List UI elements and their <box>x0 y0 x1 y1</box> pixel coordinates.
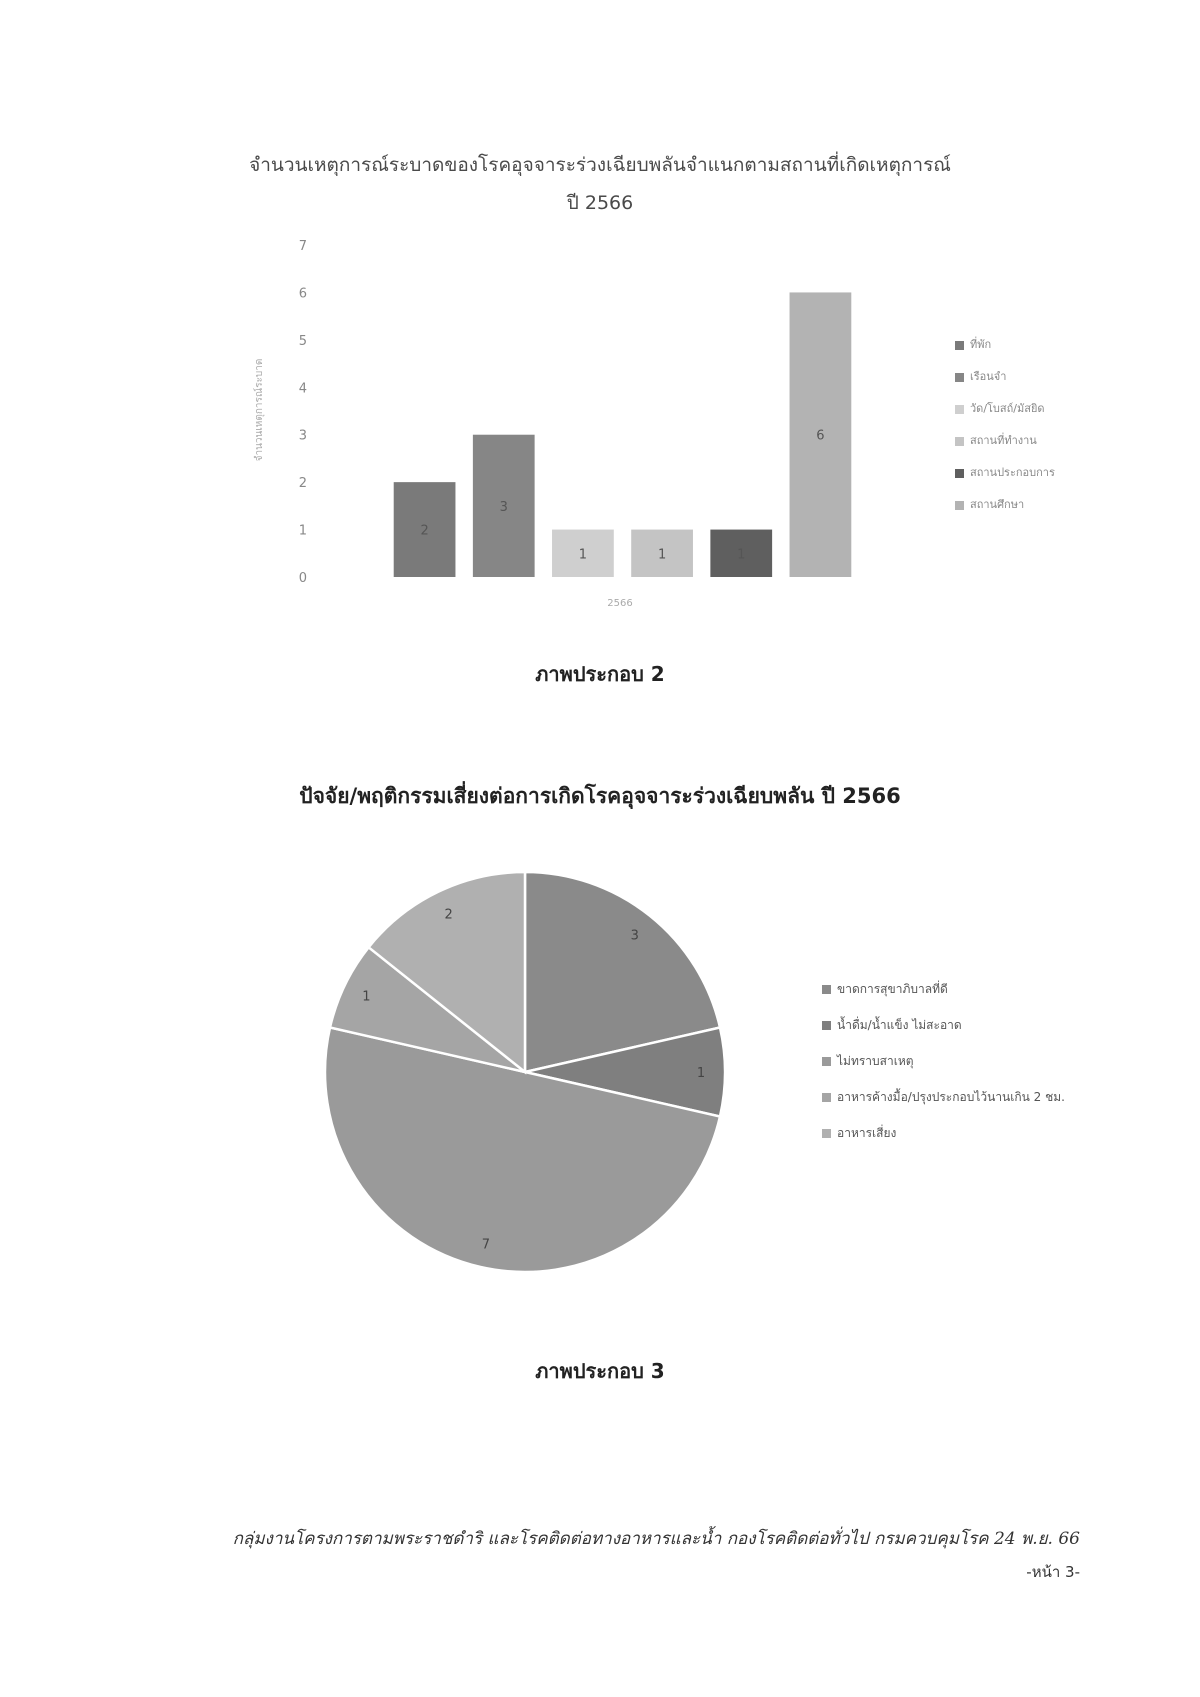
figure-2-caption: ภาพประกอบ 2 <box>535 662 665 686</box>
legend-swatch <box>955 341 964 350</box>
pie-legend-label: ขาดการสุขาภิบาลที่ดี <box>837 982 948 996</box>
pie-legend-item <box>822 1124 896 1143</box>
pie-data-label: 7 <box>481 1237 490 1253</box>
pie-chart <box>0 840 1200 1300</box>
legend-swatch <box>955 437 964 446</box>
bar-y-tick-label: 4 <box>298 381 307 397</box>
pie-legend-label: อาหารค้างมื้อ/ปรุงประกอบไว้นานเกิน 2 ชม. <box>837 1090 1065 1104</box>
bar-y-tick-label: 7 <box>298 239 307 254</box>
bar-legend-label: สถานศึกษา <box>970 498 1025 511</box>
bar-data-label: 6 <box>816 428 825 444</box>
pie-legend-label: อาหารเสี่ยง <box>837 1126 897 1140</box>
pie-legend-label: น้ำดื่ม/น้ำแข็ง ไม่สะอาด <box>837 1018 962 1032</box>
bar-legend-label: วัด/โบสถ์/มัสยิด <box>970 402 1045 415</box>
bar-legend-item <box>955 335 991 353</box>
bar-legend-label: เรือนจำ <box>970 370 1007 383</box>
pie-legend-item <box>822 1052 914 1071</box>
legend-swatch <box>822 985 831 994</box>
bar-legend-item <box>955 463 1055 481</box>
pie-data-label: 2 <box>444 907 453 923</box>
bar-data-label: 2 <box>420 523 429 539</box>
bar-chart-title: จำนวนเหตุการณ์ระบาดของโรคอุจจาระร่วงเฉียบพลันจำแนกตามสถานที่เกิดเหตุการณ์ <box>249 154 951 176</box>
legend-swatch <box>822 1093 831 1102</box>
bar-y-tick-label: 0 <box>298 571 307 586</box>
bar-y-tick-label: 2 <box>298 476 307 492</box>
legend-swatch <box>822 1021 831 1030</box>
bar-data-label: 1 <box>737 547 746 563</box>
bar-y-tick-label: 5 <box>298 333 307 349</box>
pie-data-label: 1 <box>696 1066 706 1081</box>
bar-data-label: 3 <box>499 499 508 515</box>
bar-legend-item <box>955 367 1006 385</box>
bar-legend-item <box>955 431 1037 449</box>
page-number: -หน้า 3- <box>1026 1563 1080 1581</box>
pie-legend-item <box>822 1016 962 1035</box>
legend-swatch <box>955 373 964 382</box>
legend-swatch <box>955 405 964 414</box>
bar-y-tick-label: 3 <box>298 428 307 444</box>
legend-swatch <box>822 1057 831 1066</box>
bar-y-tick-label: 6 <box>298 286 307 302</box>
bar-legend-label: สถานที่ทำงาน <box>970 434 1037 447</box>
bar-y-axis-label: จำนวนเหตุการณ์ระบาด <box>254 358 265 462</box>
pie-chart-title: ปัจจัย/พฤติกรรมเสี่ยงต่อการเกิดโรคอุจจาระร่วงเฉียบพลัน ปี 2566 <box>299 784 901 808</box>
pie-legend-label: ไม่ทราบสาเหตุ <box>837 1054 914 1068</box>
legend-swatch <box>822 1129 831 1138</box>
bar-x-axis-label: 2566 <box>607 598 633 609</box>
figure-3-caption: ภาพประกอบ 3 <box>535 1359 665 1383</box>
bar-chart <box>0 0 1200 640</box>
bar-data-label: 1 <box>657 547 667 563</box>
bar-y-tick-label: 1 <box>298 523 307 539</box>
bar-legend-item <box>955 495 1024 513</box>
pie-legend-item <box>822 980 948 999</box>
legend-swatch <box>955 469 964 478</box>
legend-swatch <box>955 501 964 510</box>
bar-legend-item <box>955 399 1045 417</box>
pie-data-label: 1 <box>362 989 371 1005</box>
pie-legend-item <box>822 1088 1065 1107</box>
bar-chart-subtitle: ปี 2566 <box>566 192 634 214</box>
bar-legend-label: สถานประกอบการ <box>970 466 1055 479</box>
footer-text: กลุ่มงานโครงการตามพระราชดำริ และโรคติดต่อทางอาหารและน้ำ กองโรคติดต่อทั่วไป กรมควบคุมโรค 24 พ.ย. 66 <box>232 1529 1080 1549</box>
bar-legend-label: ที่พัก <box>970 338 992 351</box>
bar-data-label: 1 <box>578 547 588 563</box>
pie-data-label: 3 <box>630 928 639 944</box>
